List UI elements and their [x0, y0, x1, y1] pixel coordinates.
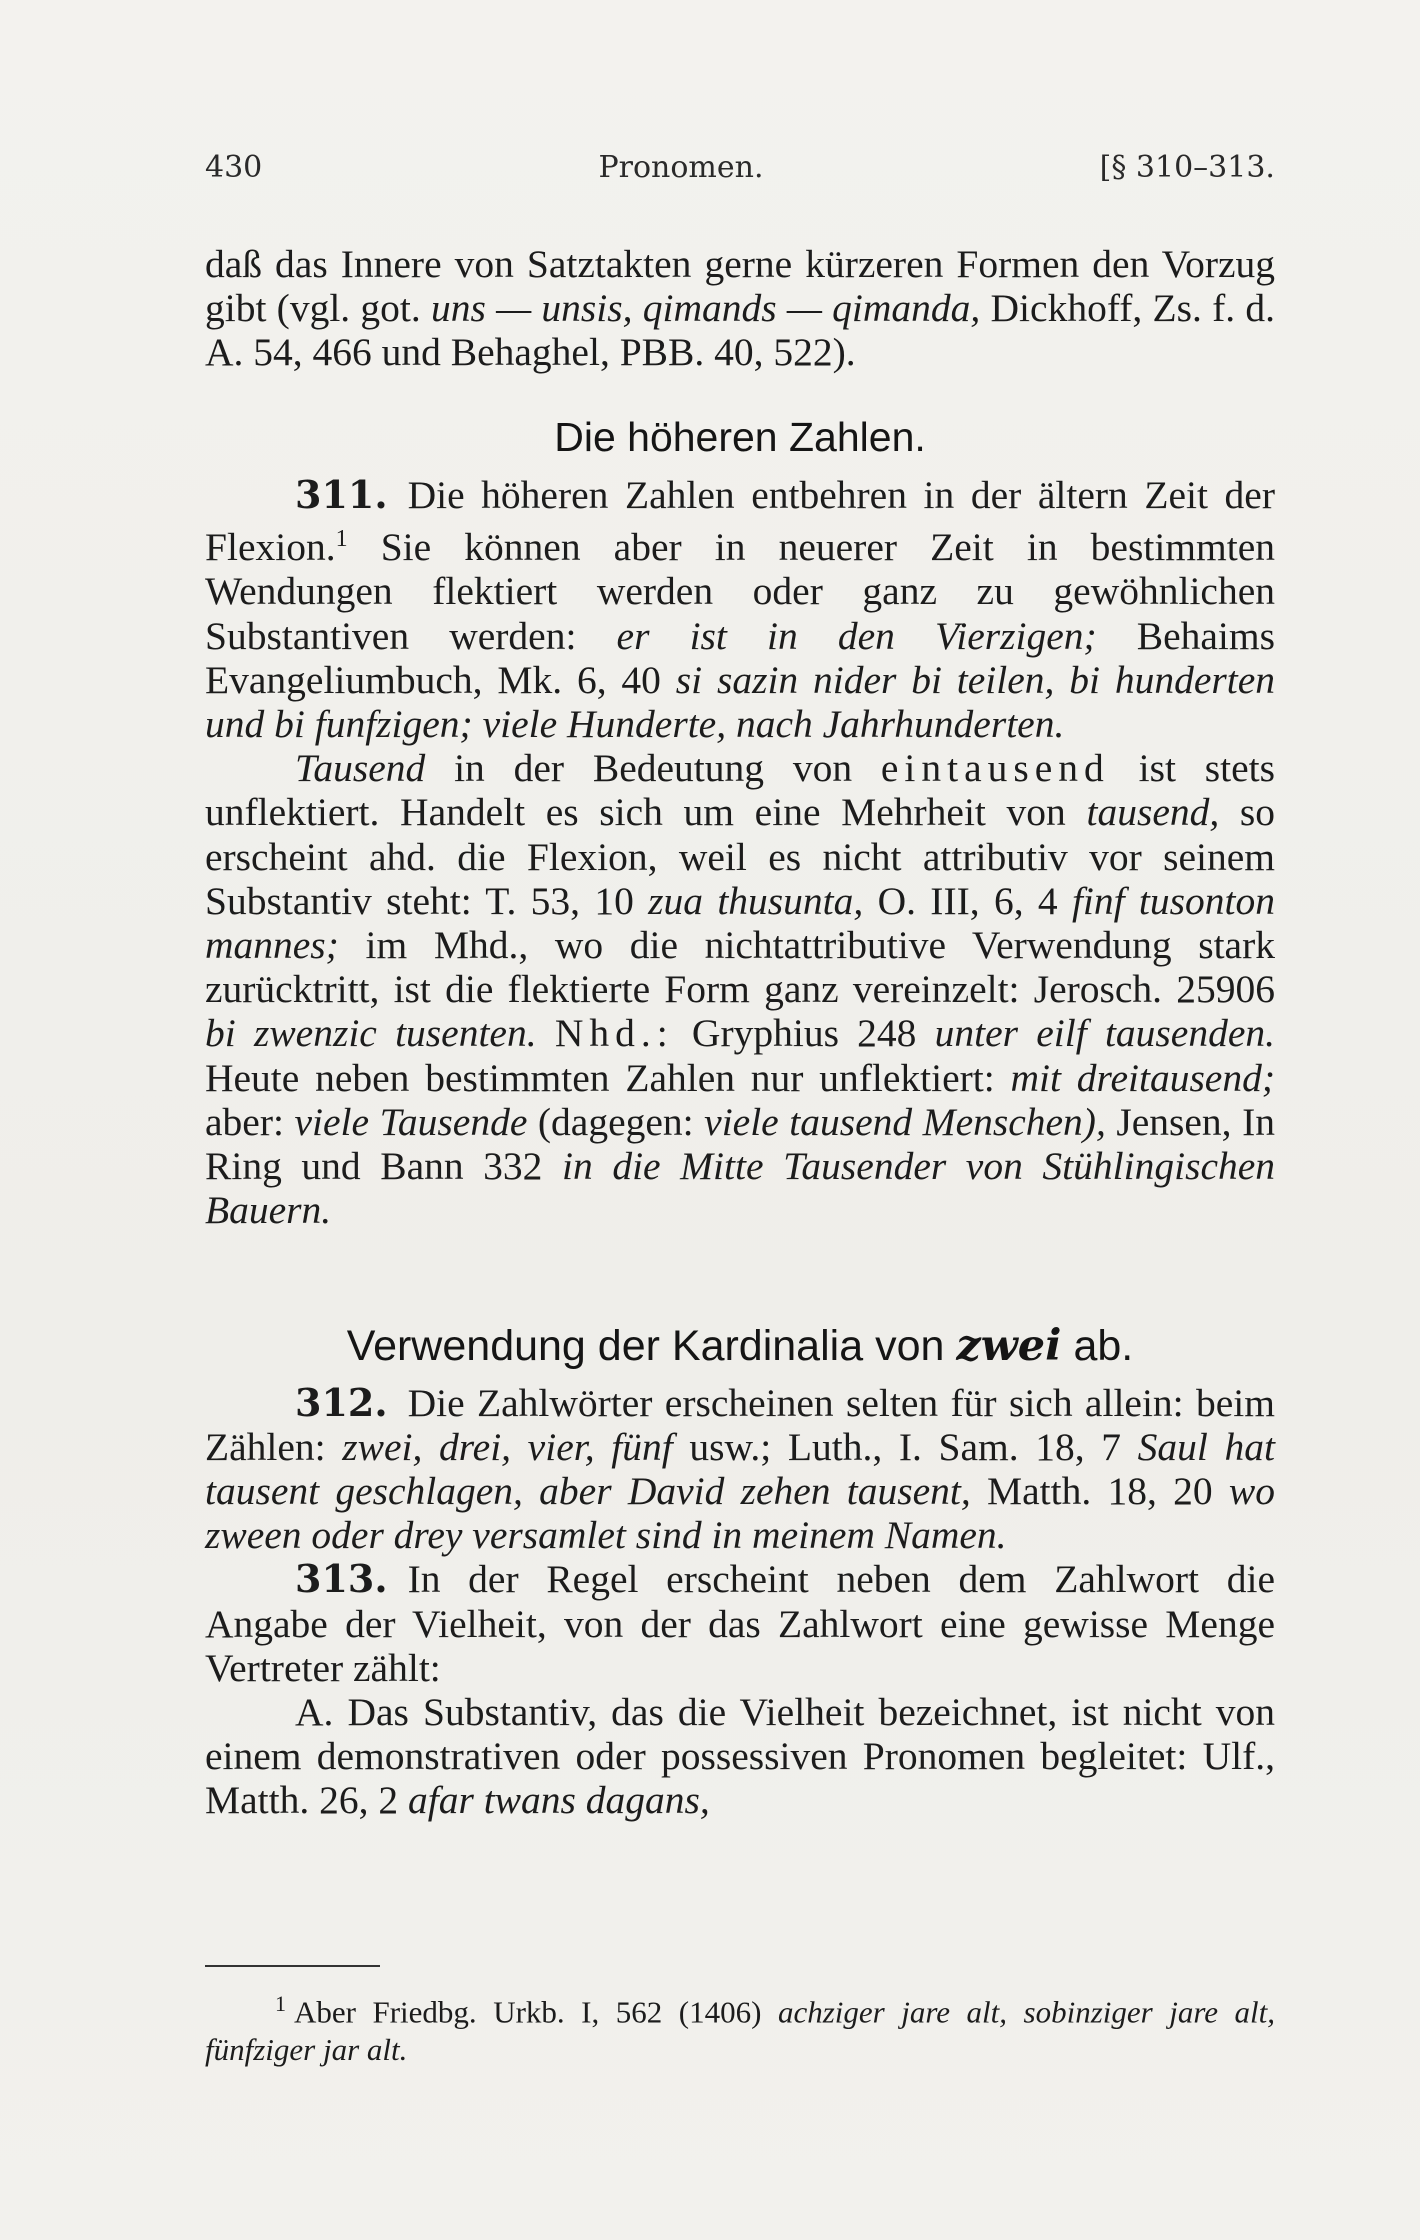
section-number: 313. — [295, 1556, 388, 1602]
paragraph-311-tausend: Tausend in der Bedeutung von eintausend ist stets unflektiert. Handelt es sich um eine Mehrheit von tausend, so erscheint ahd. die Flexion, weil es nicht attributiv vor seinem Substantiv steht: T. 53, 10 zua thusunta, O. III, 6, 4 finf tusonton mannes; im Mhd., wo die nichtattributive Verwendung stark zurücktritt, ist die flektierte Form ganz vereinzelt: Jerosch. 25906 bi zwenzic tusenten. Nhd.: Gryphius 248 unter eilf tausenden. Heute neben bestimmten Zahlen nur unflektiert: mit dreitausend; aber: viele Tausende (dagegen: viele tausend Menschen), Jensen, In Ring und Bann 332 in die Mitte Tausender von Stühlingischen Bauern. — [205, 746, 1276, 1233]
footnote-mark: 1 — [275, 1991, 286, 2016]
page-content — [205, 150, 1275, 1823]
page-number: 430 — [205, 150, 263, 185]
running-header — [205, 150, 1275, 194]
footnote-rule — [205, 1965, 380, 1967]
footnote: $^1$ Aber Friedbg. Urkb. I, 562 (1406) achziger jare alt, sobinziger jare alt, fünfziger jar alt. — [205, 1991, 1275, 2068]
paragraph-313-a: A. Das Substantiv, das die Vielheit bezeichnet, ist nicht von einem demonstrativen oder possessiven Pronomen begleitet: Ulf., Matth. 26, 2 afar twans dagans, — [205, 1690, 1275, 1823]
paragraph-311: 311. Die höheren Zahlen entbehren in der ältern Zeit der Flexion.$^1$ Sie können aber in neuerer Zeit in bestimmten Wendungen flektiert werden oder ganz zu gewöhnlichen Substantiven werden: er ist in den Vierzigen; Behaims Evangeliumbuch, Mk. 6, 40 si sazin nider bi teilen, bi hunderten und bi funfzigen; viele Hunderte, nach Jahrhunderten. — [205, 471, 1275, 746]
intro-paragraph: daß das Innere von Satztakten gerne kürzeren Formen den Vorzug gibt (vgl. got. uns — unsis, qimands — qimanda, Dickhoff, Zs. f. d. A. 54, 466 und Behaghel, PBB. 40, 522). — [205, 242, 1275, 375]
section-heading-verwendung: Verwendung der Kardinalia von zwei ab. — [346, 1321, 1134, 1372]
running-title: Pronomen. — [598, 150, 764, 185]
section-number: 312. — [295, 1379, 388, 1425]
paragraph-313: 313. In der Regel erscheint neben dem Zahlwort die Angabe der Vielheit, von der das Zahlwort eine gewisse Menge Vertreter zählt: — [205, 1556, 1275, 1690]
footnote-reference: 1 — [335, 526, 348, 553]
section-range: [§ 310–313. — [1099, 150, 1275, 185]
section-number: 311. — [295, 471, 388, 517]
body-text — [205, 242, 1275, 1823]
paragraph-312: 312. Die Zahlwörter erscheinen selten für sich allein: beim Zählen: zwei, drei, vier, fünf usw.; Luth., I. Sam. 18, 7 Saul hat tausent geschlagen, aber David zehen tausent, Matth. 18, 20 wo zween oder drey versamlet sind in meinem Namen. — [205, 1379, 1275, 1558]
section-heading-hoehere-zahlen: Die höheren Zahlen. — [554, 413, 926, 460]
